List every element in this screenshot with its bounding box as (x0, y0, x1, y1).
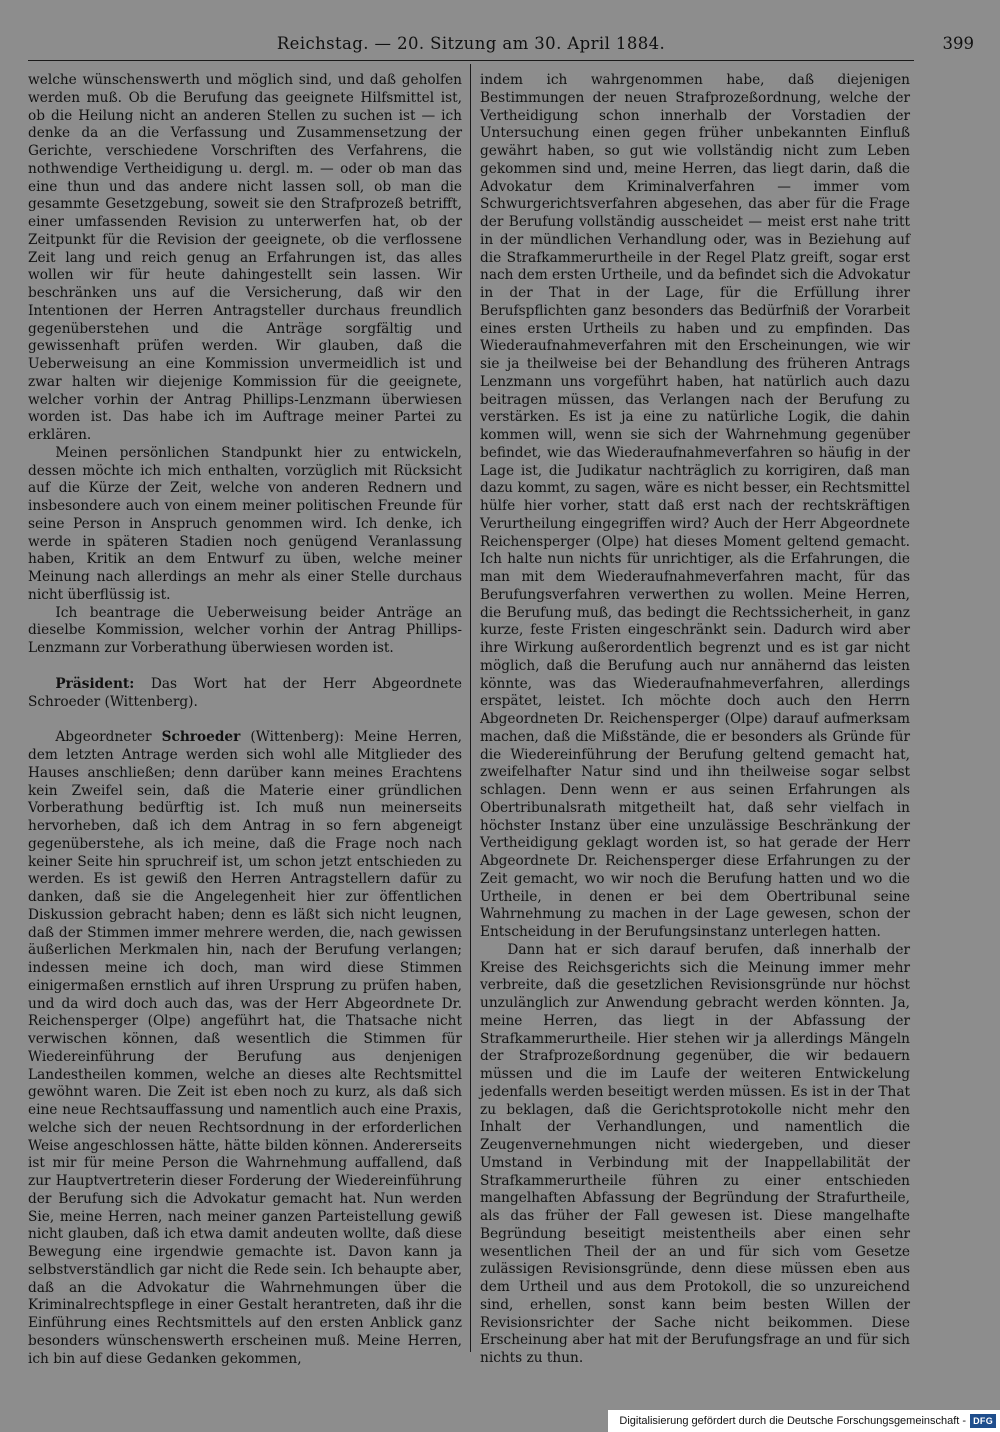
column-divider (470, 64, 471, 1352)
paragraph: Meinen persönlichen Standpunkt hier zu entwickeln, dessen möchte ich mich enthalten, vorzüglich mit Rücksicht auf die Kürze der Zeit, welche von anderen Rednern und insbesondere auch von einem meiner politischen Freunde für seine Person in Anspruch genommen wird. Ich denke, ich werde in späteren Stadien noch genügend Veranlassung haben, Kritik an dem Entwurf zu üben, welche meiner Meinung nach allerdings an mehr als einer Stelle durchaus nicht überflüssig ist. (28, 444, 462, 603)
page-header (28, 30, 974, 61)
right-column (480, 72, 910, 1368)
paragraph: welche wünschenswerth und möglich sind, und daß geholfen werden muß. Ob die Berufung das geeignete Hilfsmittel ist, ob die Heilung nicht an anderen Stellen zu suchen ist — ich denke da an die Verfassung und Zusammensetzung der Gerichte, verschiedene Vorschriften des Verfahrens, die nothwendige Vertheidigung u. dergl. m. — oder ob man das eine thun und das andere nicht lassen soll, ob man die gesammte Gesetzgebung, soweit sie den Strafprozeß betrifft, einer umfassenden Revision zu unterwerfen hat, ob der Zeitpunkt für die Revision der geeignete, ob die verflossene Zeit lang und reich genug an Erfahrungen ist, das alles wollen wir für heute dahingestellt sein lassen. Wir beschränken uns auf die Versicherung, daß wir den Intentionen der Herren Antragsteller durchaus freundlich gegenüberstehen und die Anträge sorgfältig und gewissenhaft prüfen werden. Wir glauben, daß die Ueberweisung an eine Kommission unvermeidlich ist und zwar halten wir diejenige Kommission für die geeignete, welcher vorhin der Antrag Phillips-Lenzmann überwiesen worden ist. Das habe ich im Auftrage meiner Partei zu erklären. (28, 72, 462, 443)
left-column (28, 72, 462, 1368)
speech-text: (Wittenberg): Meine Herren, dem letzten Antrage werden sich wohl alle Mitglieder des Hauses anschließen; denn darüber kann meines Erachtens kein Zweifel sein, daß die Materie einer gründlichen Vorberathung bedürftig ist. Ich muß nun meinerseits hervorheben, daß ich dem Antrag in so fern abgeneigt gegenüberstehe, als ich meine, daß die Frage noch nach keiner Seite hin spruchreif ist, um schon jetzt entschieden zu werden. Es ist gewiß den Herren Antragstellern dafür zu danken, daß sie die Angelegenheit hier zur öffentlichen Diskussion gebracht haben; denn es läßt sich nicht leugnen, daß der Stimmen immer mehrere werden, die, nach gewissen äußerlichen Merkmalen hin, nach der Berufung verlangen; indessen meine ich doch, man wird diese Stimmen einigermaßen ernstlich auf ihren Ursprung zu prüfen haben, und da wird doch auch das, was der Herr Abgeordnete Dr. Reichensperger (Olpe) angeführt hat, die Thatsache nicht verwischen können, daß wesentlich die Stimmen für Wiedereinführung der Berufung aus denjenigen Landestheilen kommen, welche an dieses alte Rechtsmittel gewöhnt waren. Die Zeit ist eben noch zu kurz, als daß sich eine neue Rechtsauffassung und namentlich auch eine Praxis, welche sich der neuen Rechtsordnung in der erforderlichen Weise angeschlossen hätte, hätte bilden können. Andererseits ist mir für meine Person die Wahrnehmung auffallend, daß zur Hauptvertreterin dieser Forderung der Wiedereinführung der Berufung sich die Advokatur gemacht hat. Nun werden Sie, meine Herren, nach meiner ganzen Parteistellung gewiß nicht glauben, daß ich etwa damit andeuten wollte, daß diese Bewegung eine irgendwie gemachte ist. Davon kann ja selbstverständlich gar nicht die Rede sein. Ich behaupte aber, daß an die Advokatur die Wahrnehmungen über die Kriminalrechtspflege in einer Gestalt herantreten, daß ihr die Einführung eines Rechtsmittels auf den ersten Anblick ganz besonders wünschenswerth erscheinen muß. Meine Herren, ich bin auf diese Gedanken gekommen, (28, 729, 462, 1367)
footer-credit: Digitalisierung gefördert durch die Deutsche Forschungsgemeinschaft - (619, 1415, 967, 1427)
dfg-logo-icon: DFG (970, 1414, 996, 1428)
paragraph: Dann hat er sich darauf berufen, daß innerhalb der Kreise des Reichsgerichts sich die Meinung immer mehr verbreite, daß die gesetzlichen Revisionsgründe nur höchst unzulänglich zur Anwendung gebracht werden könnten. Ja, meine Herren, das liegt in der Abfassung der Strafkammerurtheile. Hier stehen wir ja allerdings Mängeln der Strafprozeßordnung gegenüber, die wir bedauern müssen und die im Laufe der weiteren Entwickelung jedenfalls werden beseitigt werden müssen. Es ist in der That zu beklagen, daß die Gerichtsprotokolle nicht mehr den Inhalt der Verhandlungen, und namentlich die Zeugenvernehmungen nicht wiedergeben, und dieser Umstand in Verbindung mit der Inappellabilität der Strafkammerurtheile führen zu einer entschieden mangelhaften Abfassung der Begründung der Strafurtheile, als das früher der Fall gewesen ist. Diese mangelhafte Begründung beseitigt meistentheils aber einen sehr wesentlichen Theil der an und für sich vom Gesetze zulässigen Revisionsgründe, denn diese müssen eben aus dem Urtheil und aus dem Protokoll, die so unzureichend sind, erhellen, sonst kann beim besten Willen der Revisionsrichter der Sache nicht beikommen. Diese Erscheinung aber hat mit der Berufungsfrage an und für sich nichts zu thun. (480, 941, 910, 1366)
speaker-name: Schroeder (161, 729, 241, 746)
schroeder-paragraph (28, 729, 462, 1368)
paragraph: Ich beantrage die Ueberweisung beider Anträge an dieselbe Kommission, welcher vorhin der Antrag Phillips-Lenzmann zur Vorberathung überwiesen worden ist. (28, 604, 462, 656)
speech-text: Das Wort hat der Herr Abgeordnete Schroeder (Wittenberg). (28, 675, 462, 710)
page-number: 399 (942, 34, 974, 53)
digitization-footer (608, 1410, 1000, 1432)
speaker-prefix: Abgeordneter (55, 729, 162, 746)
speaker-label: Präsident: (55, 675, 135, 692)
page-title: Reichstag. — 20. Sitzung am 30. April 1884. (276, 34, 666, 53)
president-paragraph (28, 676, 462, 712)
paragraph: indem ich wahrgenommen habe, daß diejenigen Bestimmungen der neuen Strafprozeßordnung, welche der Vertheidigung schon innerhalb der Vorstadien der Untersuchung einen gegen früher unbekannten Einfluß gewährt haben, so gut wie vollständig nicht zum Leben gekommen sind und, meine Herren, das liegt darin, daß die Advokatur dem Kriminalverfahren — immer vom Schwurgerichtsverfahren abgesehen, das aber für die Frage der Berufung vollständig ausscheidet — meist erst nahe tritt in der mündlichen Verhandlung oder, was in Beziehung auf die Strafkammerurtheile in der Regel Platz greift, sogar erst nach dem ersten Urtheile, und da befindet sich die Advokatur in der That in der Lage, für die Erfüllung ihrer Berufspflichten ganz besonders das Bedürfniß der Vorarbeit eines ersten Urtheils zu haben und zu empfinden. Das Wiederaufnahmeverfahren mit den Erscheinungen, wie wir sie ja theilweise bei der Behandlung des früheren Antrags Lenzmann uns vorgeführt haben, hat natürlich auch dazu beitragen müssen, das Verlangen nach der Berufung zu verstärken. Es ist ja eine zu natürliche Logik, die dahin kommen will, wenn sie sich der Wahrnehmung gegenüber befindet, wie das Wiederaufnahmeverfahren so häufig in der Lage ist, die Judikatur nachträglich zu korrigiren, daß man dazu kommt, zu sagen, wäre es nicht besser, ein Rechtsmittel hülfe hier vorher, statt daß erst nach der rechtskräftigen Verurtheilung eingegriffen wird? Auch der Herr Abgeordnete Reichensperger (Olpe) hat dieses Moment geltend gemacht. Ich halte nun nichts für unrichtiger, als die Erfahrungen, die man mit dem Wiederaufnahmeverfahren macht, für das Berufungsverfahren verwerthen zu wollen. Meine Herren, die Berufung muß, das bedingt die Rechtssicherheit, in ganz kurze, feste Fristen eingeschränkt sein. Dadurch wird aber ihre Wirkung außerordentlich begrenzt und es ist gar nicht möglich, daß die Berufung auch nur annähernd das leisten könnte, was das Wiederaufnahmeverfahren, allerdings erspätet, leistet. Ich möchte doch auch den Herrn Abgeordneten Dr. Reichensperger (Olpe) darauf aufmerksam machen, daß die Mißstände, die er besonders als Gründe für die Wiedereinführung der Berufung geltend gemacht hat, zweifelhafter Natur sind und ihn theilweise sogar selbst schlagen. Denn wenn er aus seinen Erfahrungen als Obertribunalsrath mitgetheilt hat, daß sehr vielfach in höchster Instanz über eine unzulässige Beschränkung der Vertheidigung geklagt worden ist, so hat gerade der Herr Abgeordnete Dr. Reichensperger diese Erfahrungen zu der Zeit gemacht, wo wir noch die Berufung hatten und wo die Urtheile, in denen er bei dem Obertribunal seine Wahrnehmung zu machen in der Lage gewesen, schon der Entscheidung in der Berufungsinstanz unterlegen hatten. (480, 72, 910, 940)
